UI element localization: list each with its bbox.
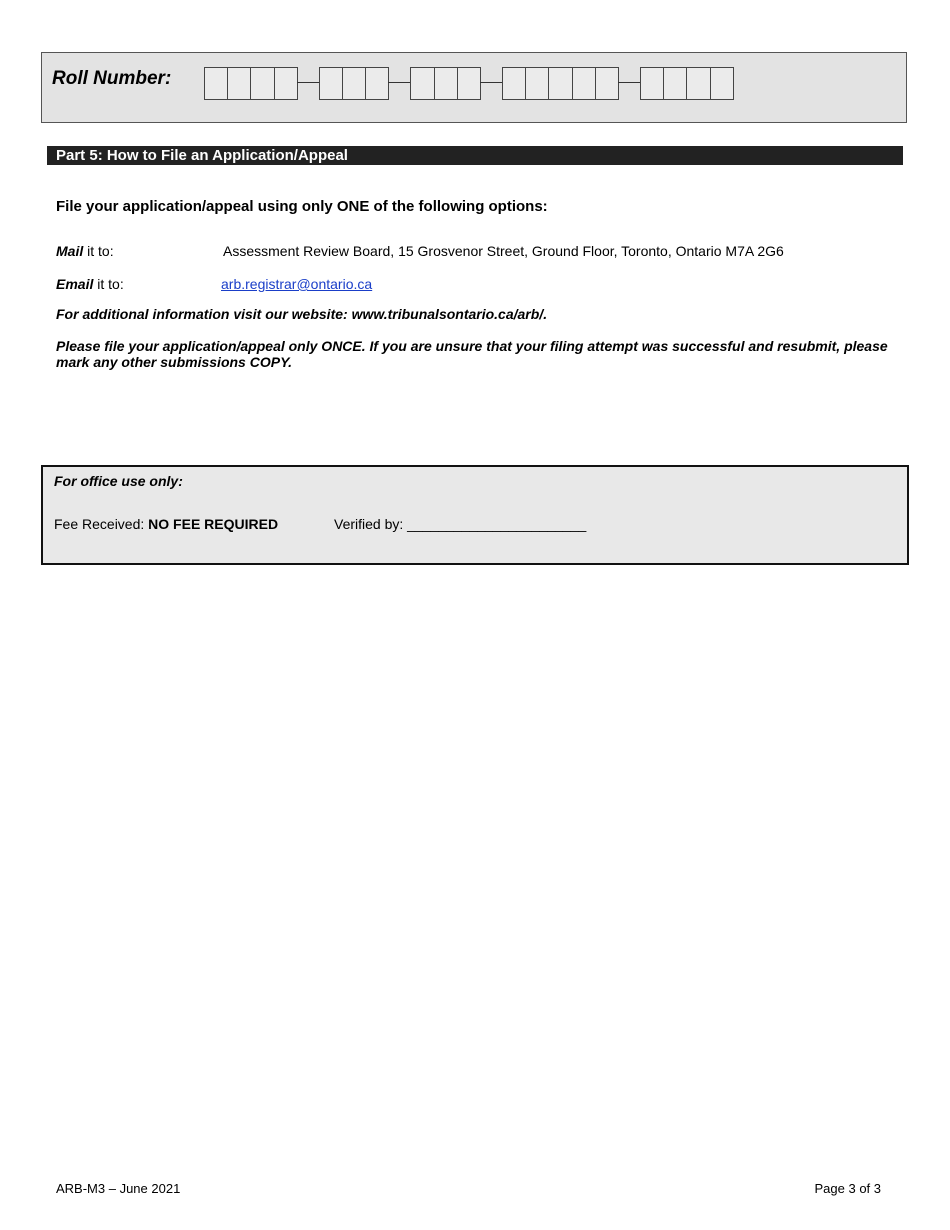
roll-number-label: Roll Number: (52, 68, 172, 89)
roll-number-digits (204, 67, 764, 101)
roll-separator (480, 82, 502, 83)
roll-digit-cell[interactable] (434, 67, 458, 100)
roll-digit-cell[interactable] (502, 67, 526, 100)
roll-digit-cell[interactable] (572, 67, 596, 100)
roll-number-section (41, 52, 907, 123)
roll-digit-cell[interactable] (342, 67, 366, 100)
roll-digit-cell[interactable] (365, 67, 389, 100)
roll-digit-cell[interactable] (250, 67, 274, 100)
roll-separator (297, 82, 319, 83)
form-id: ARB-M3 – June 2021 (56, 1181, 181, 1196)
roll-digit-cell[interactable] (548, 67, 572, 100)
roll-digit-cell[interactable] (457, 67, 481, 100)
mail-address: Assessment Review Board, 15 Grosvenor Street, Ground Floor, Toronto, Ontario M7A 2G6 (223, 243, 784, 259)
roll-digit-cell[interactable] (227, 67, 251, 100)
roll-separator (618, 82, 640, 83)
page-number: Page 3 of 3 (814, 1181, 881, 1196)
roll-digit-cell[interactable] (710, 67, 734, 100)
website-note: For additional information visit our website: www.tribunalsontario.ca/arb/. (56, 306, 548, 322)
roll-digit-cell[interactable] (410, 67, 434, 100)
fee-received: Fee Received: NO FEE REQUIRED (54, 516, 279, 532)
part5-header: Part 5: How to File an Application/Appeal (47, 146, 903, 165)
verified-by: Verified by: _______________________ (334, 516, 587, 532)
fee-value: NO FEE REQUIRED (148, 516, 279, 532)
office-use-title: For office use only: (54, 473, 183, 489)
roll-digit-cell[interactable] (319, 67, 343, 100)
mail-label: Mail it to: (56, 243, 114, 259)
roll-digit-cell[interactable] (686, 67, 710, 100)
file-once-note: Please file your application/appeal only ONCE. If you are unsure that your filing attempt was successful and resubmit, please mark any other submissions COPY. (56, 338, 888, 370)
roll-digit-cell[interactable] (663, 67, 687, 100)
roll-digit-cell[interactable] (640, 67, 664, 100)
roll-digit-cell[interactable] (274, 67, 298, 100)
email-label: Email it to: (56, 276, 124, 292)
email-link[interactable]: arb.registrar@ontario.ca (221, 276, 373, 292)
roll-separator (388, 82, 410, 83)
office-use-section (41, 465, 909, 565)
roll-digit-cell[interactable] (204, 67, 228, 100)
roll-digit-cell[interactable] (525, 67, 549, 100)
filing-intro: File your application/appeal using only ONE of the following options: (56, 198, 548, 215)
roll-digit-cell[interactable] (595, 67, 619, 100)
